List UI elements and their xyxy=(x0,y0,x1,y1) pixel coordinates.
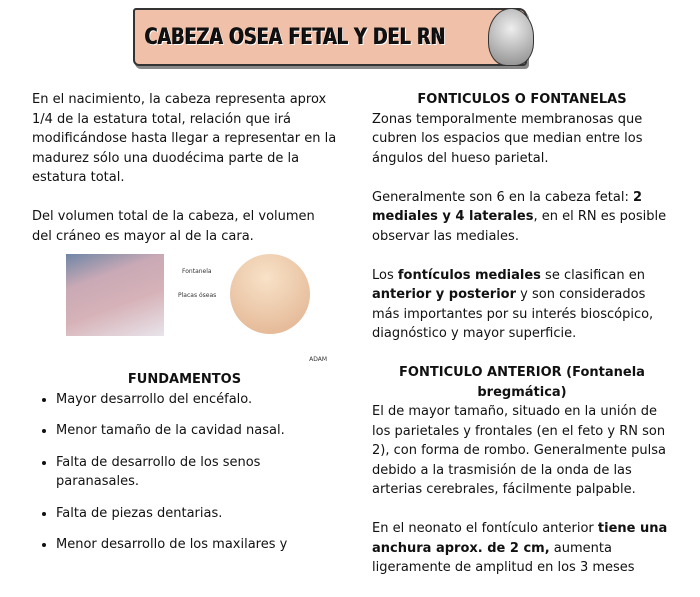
list-item: • Menor desarrollo de los maxilares y xyxy=(56,535,337,555)
mediales-bold-2: anterior y posterior xyxy=(372,287,517,302)
newborn-photo xyxy=(66,254,164,336)
anterior-paragraph: El de mayor tamaño, situado en la unión de los parietales y frontales (en el feto y RN son 2), con forma de rombo. Generalmente pulsa debido a la trasmisión de la onda de las arterias cerebrales, fácilmente palpable. xyxy=(372,404,666,497)
skull-image xyxy=(488,8,534,66)
mediales-text: Los xyxy=(372,267,398,283)
count-text: Generalmente son 6 en la cabeza fetal: xyxy=(372,189,633,205)
definition-paragraph: Zonas temporalmente membranosas que cubren los espacios que median entre los ángulos del hueso parietal. xyxy=(372,111,643,166)
neonato-text-end: aumenta ligeramente de amplitud en los 3 meses xyxy=(372,540,635,575)
fontanelas-heading: FONTICULOS O FONTANELAS xyxy=(417,92,627,107)
baby-head-illustration xyxy=(178,254,332,344)
anterior-heading xyxy=(372,363,672,402)
mediales-text-3: y son considerados más importantes por su interés bioscópico, diagnóstico y mayor superficie. xyxy=(372,287,654,341)
list-item: • Mayor desarrollo del encéfalo. xyxy=(56,390,337,410)
list-item: • Falta de desarrollo de los senos paranasales. xyxy=(56,453,337,492)
page-title: CABEZA OSEA FETAL Y DEL RN xyxy=(145,24,446,50)
baby-head-shape xyxy=(230,254,310,334)
image-credit: ADAM xyxy=(309,356,327,363)
neonato-bold: tiene una anchura aprox. de 2 cm, xyxy=(372,521,668,556)
fundamentos-heading: FUNDAMENTOS xyxy=(127,372,242,387)
intro-paragraph: En el nacimiento, la cabeza representa aprox 1/4 de la estatura total, relación que irá modificándose hasta llegar a representar en la madurez sólo una duodécima parte de la estatura total. xyxy=(32,92,337,185)
mediales-bold: fontículos mediales xyxy=(397,267,541,283)
fundamentos-list xyxy=(32,390,337,555)
anterior-title: FONTICULO ANTERIOR xyxy=(399,365,562,380)
list-item: • Falta de piezas dentarias. xyxy=(56,504,337,524)
images xyxy=(32,246,337,364)
left-column xyxy=(32,90,337,567)
label-fontanela: Fontanela xyxy=(182,268,212,275)
anterior-subtitle: (Fontanela bregmática) xyxy=(477,365,645,400)
mediales-paragraph xyxy=(372,266,672,344)
right-column xyxy=(372,90,672,597)
count-text-end: , en el RN es posible observar las mediales. xyxy=(372,209,667,244)
volume-paragraph: Del volumen total de la cabeza, el volumen del cráneo es mayor al de la cara. xyxy=(32,209,315,244)
mediales-text-2: se clasifican en xyxy=(540,267,645,283)
list-item: • Menor tamaño de la cavidad nasal. xyxy=(56,421,337,441)
label-placas: Placas óseas xyxy=(178,292,217,299)
count-paragraph xyxy=(372,188,672,247)
title-banner xyxy=(133,8,527,66)
neonato-text: En el neonato el fontículo anterior xyxy=(372,521,598,536)
neonato-paragraph xyxy=(372,519,672,578)
count-bold: 2 mediales y 4 laterales xyxy=(372,189,643,224)
